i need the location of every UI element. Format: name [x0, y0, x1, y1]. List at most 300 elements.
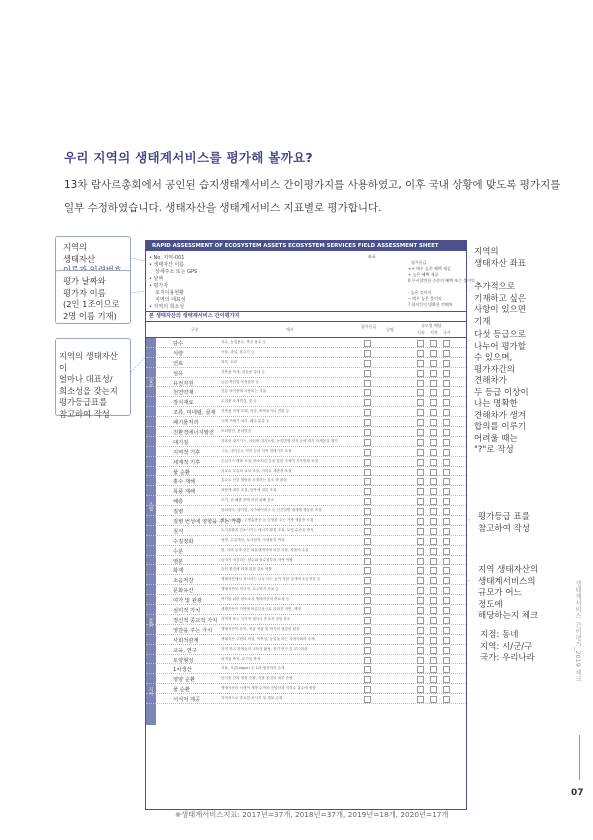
grade-box[interactable]	[364, 370, 371, 377]
section-label: 조절	[148, 502, 153, 511]
service-name: 물 순환	[173, 687, 191, 694]
service-example: 전통 의약품에 사용되는 식물	[221, 389, 267, 394]
scale-checkbox[interactable]	[417, 380, 424, 387]
scale-checkbox[interactable]	[430, 389, 437, 396]
intro-line-2: 일부 수정하였습니다. 생태자산을 생태계서비스 지표별로 평가합니다.	[64, 202, 382, 214]
scale-checkbox[interactable]	[443, 558, 450, 565]
service-row	[146, 506, 466, 516]
service-example: 화목, 토탄	[221, 359, 238, 364]
grade-box[interactable]	[364, 686, 371, 693]
scale-checkbox[interactable]	[443, 548, 450, 555]
callout-line: 지역의	[63, 242, 88, 252]
callout-line: 지역의 생태자산이	[59, 351, 118, 373]
service-example: 지표의 대기가스, 산업에 대기오염, 농업발생 먼지 등에 대기 미세물질 제거	[221, 438, 338, 443]
service-example: 조력발전, 풍력발전	[221, 429, 252, 434]
scale-checkbox[interactable]	[430, 567, 437, 574]
grade-box[interactable]	[364, 508, 371, 515]
scale-checkbox[interactable]	[430, 498, 437, 505]
scale-checkbox[interactable]	[443, 597, 450, 604]
note-line: 생태계서비스의	[478, 576, 536, 587]
service-example: 습한 환경에 화재 위험 감소 역할	[221, 567, 272, 572]
service-name: 여가 및 관광	[173, 598, 202, 605]
scale-checkbox[interactable]	[417, 340, 424, 347]
scale-checkbox[interactable]	[417, 548, 424, 555]
scale-checkbox[interactable]	[430, 419, 437, 426]
service-row	[146, 387, 466, 397]
scale-checkbox[interactable]	[443, 696, 450, 703]
legend-item: + 높은 혜택 제공	[408, 272, 439, 277]
scale-checkbox[interactable]	[443, 469, 450, 476]
grade-box[interactable]	[364, 419, 371, 426]
service-example: 지역적 또는 국가적 행사나 종교적 경험 장소	[221, 616, 291, 621]
grade-box[interactable]	[364, 548, 371, 555]
scale-checkbox[interactable]	[443, 389, 450, 396]
service-row	[146, 546, 466, 556]
callout-date-evaluator	[55, 270, 131, 324]
field-evaluator: • 평가자	[149, 283, 169, 289]
scale-checkbox[interactable]	[443, 449, 450, 456]
service-row	[146, 338, 466, 348]
legend-item: -- 매우 높은 불이익	[408, 296, 442, 301]
service-example: 생태자산이 자연에 아름다움으로 알려진 자연, 생태	[221, 607, 301, 612]
grade-box[interactable]	[364, 528, 371, 535]
scale-checkbox[interactable]	[430, 666, 437, 673]
scale-checkbox[interactable]	[430, 409, 437, 416]
service-example: 생태자산의 역사적, 고고학적 가치 등	[221, 587, 279, 592]
field-label: 평가자	[153, 283, 169, 289]
note-line: 견해차가	[474, 376, 507, 386]
service-name: 폭풍 재해	[173, 489, 196, 496]
note-coordinates	[474, 247, 526, 270]
col-scale: 규모별 해당	[421, 323, 442, 328]
service-name: 장식재료	[173, 400, 194, 407]
service-example: 생태자산 주변의 어업, 목축업, 농업을 하는 지역사회의 존재	[221, 636, 315, 641]
note-line: 참고하여 작성	[478, 523, 530, 534]
service-row	[146, 655, 466, 665]
scale-checkbox[interactable]	[443, 538, 450, 545]
scale-checkbox[interactable]	[430, 528, 437, 535]
scale-checkbox[interactable]	[417, 419, 424, 426]
scale-checkbox[interactable]	[430, 548, 437, 555]
note-line: 해당하는지 체크	[478, 611, 539, 621]
note-line: "?"로 작성	[474, 445, 514, 455]
scale-checkbox[interactable]	[417, 370, 424, 377]
scale-checkbox[interactable]	[430, 459, 437, 466]
scale-checkbox[interactable]	[430, 637, 437, 644]
note-line: 국가: 우리나라	[480, 653, 535, 663]
legend-item: ++ 매우 높은 혜택 제공	[408, 266, 451, 271]
note-line: 평가등급 표를	[478, 512, 530, 522]
grade-box[interactable]	[364, 389, 371, 396]
grade-box[interactable]	[364, 607, 371, 614]
scale-checkbox[interactable]	[417, 459, 424, 466]
field-land-use	[149, 289, 184, 296]
scale-checkbox[interactable]	[417, 567, 424, 574]
side-running-text: 생태계서비스 간이평가_2019 체크	[574, 580, 582, 682]
scale-checkbox[interactable]	[443, 627, 450, 634]
scale-checkbox[interactable]	[430, 597, 437, 604]
scale-checkbox[interactable]	[430, 686, 437, 693]
callout-line: 평가자 이름	[63, 287, 106, 298]
grade-box[interactable]	[364, 657, 371, 664]
service-row	[146, 615, 466, 625]
scale-checkbox[interactable]	[417, 597, 424, 604]
sheet-title: RAPID ASSESSMENT OF ECOSYSTEM ASSETS ECOSYSTEM SERVICES FIELD ASSESSMENT SHEET	[146, 241, 466, 251]
service-row	[146, 575, 466, 585]
scale-checkbox[interactable]	[430, 577, 437, 584]
scale-checkbox[interactable]	[430, 340, 437, 347]
scale-checkbox[interactable]	[430, 647, 437, 654]
note-line: 추가적으로	[474, 282, 516, 292]
scale-checkbox[interactable]	[443, 419, 450, 426]
scale-checkbox[interactable]	[430, 518, 437, 525]
service-example: 건축용 목재, 섬유용 갈대 등	[221, 369, 265, 374]
col-category: 구분	[191, 327, 199, 332]
service-name: 수질정화	[173, 538, 194, 545]
callout-representativeness	[55, 338, 131, 419]
scale-checkbox[interactable]	[417, 488, 424, 495]
grade-box[interactable]	[364, 627, 371, 634]
service-example: 생태자산이 문학, 미술 작품 및 작가의 영감의 원천	[221, 626, 300, 631]
service-name: 화재	[173, 568, 184, 575]
service-name: 연료	[173, 360, 184, 367]
service-name: 토양형성	[173, 657, 194, 664]
legend-item: 0 무시할만한 수준의 혜택 또는 불이익	[408, 278, 475, 283]
scale-checkbox[interactable]	[443, 360, 450, 367]
grade-box[interactable]	[364, 340, 371, 347]
scale-checkbox[interactable]	[417, 350, 424, 357]
service-name: 질병	[173, 509, 184, 516]
grade-box[interactable]	[364, 459, 371, 466]
service-example: 농업·축산업 육성품종 등	[221, 379, 260, 384]
service-example: 식수, 농업용수, 축산 용수 등	[221, 340, 267, 344]
scale-checkbox[interactable]	[443, 567, 450, 574]
grade-box[interactable]	[364, 478, 371, 485]
scale-checkbox[interactable]	[417, 538, 424, 545]
service-name: 섬유	[173, 370, 184, 377]
service-row	[146, 625, 466, 635]
grade-box[interactable]	[364, 617, 371, 624]
service-name: 정신적 종교적 가치	[173, 617, 218, 624]
grade-box[interactable]	[364, 637, 371, 644]
scale-checkbox[interactable]	[417, 439, 424, 446]
service-name: 담수	[173, 341, 184, 347]
scale-checkbox[interactable]	[443, 676, 450, 683]
scale-checkbox[interactable]	[443, 587, 450, 594]
service-example: 곡물, 과일, 물고기 등	[221, 349, 255, 354]
note-line: 평가자간의	[474, 364, 516, 375]
service-name: 대기질	[173, 439, 189, 446]
service-example: 고체 쓰레기 처리, 폐수 분류 등	[221, 419, 270, 424]
service-example: 홍수로 인한 범람을 조절하는 감소 중 완화	[221, 478, 287, 483]
callout-line: 참고하여 작성	[59, 408, 110, 419]
scale-checkbox[interactable]	[430, 607, 437, 614]
scale-checkbox[interactable]	[430, 676, 437, 683]
service-row	[146, 674, 466, 684]
scale-checkbox[interactable]	[443, 498, 450, 505]
service-name: 교육, 연구	[173, 647, 197, 654]
note-line: 견해차가 생겨	[474, 410, 526, 421]
grade-box[interactable]	[364, 597, 371, 604]
field-label: 날짜	[153, 276, 164, 282]
scale-checkbox[interactable]	[443, 647, 450, 654]
service-example: 건축용 자재 모래, 자갈, 바둑돌이나 진흙 등	[221, 409, 290, 414]
service-row	[146, 457, 466, 467]
field-representativeness	[149, 296, 186, 303]
scale-checkbox[interactable]	[443, 370, 450, 377]
service-name: 염분	[173, 558, 184, 565]
scale-checkbox[interactable]	[443, 637, 450, 644]
scale-checkbox[interactable]	[417, 637, 424, 644]
note-line: 기재하고 싶은	[474, 293, 526, 304]
service-example: 지표수 흐름의 교차 조절, 지하수 재충전 조절	[221, 468, 292, 473]
scale-checkbox[interactable]	[430, 587, 437, 594]
col-nation: 국가	[443, 330, 451, 335]
scale-checkbox[interactable]	[430, 696, 437, 703]
grade-box[interactable]	[364, 360, 371, 367]
service-row	[146, 605, 466, 615]
field-label: 생태자산 이름	[153, 262, 185, 268]
callout-line: (2인 1조이므로	[63, 299, 120, 309]
scale-checkbox[interactable]	[430, 429, 437, 436]
service-example: 온실가스 배출 조절, 탄소저감 등을 통한 국제적 기후변화 조절	[221, 458, 319, 463]
scale-checkbox[interactable]	[417, 518, 424, 525]
grade-box[interactable]	[364, 666, 371, 673]
grade-box[interactable]	[364, 469, 371, 476]
service-example: 벌, 나비 등과 같은 화분매개자에 의한 식물, 작물의 수분	[221, 547, 309, 552]
scale-checkbox[interactable]	[443, 528, 450, 535]
field-label: No. 지역-001	[153, 255, 185, 261]
scale-checkbox[interactable]	[430, 439, 437, 446]
service-row	[146, 447, 466, 457]
scale-checkbox[interactable]	[417, 389, 424, 396]
scale-checkbox[interactable]	[430, 380, 437, 387]
col-example: 예시	[286, 327, 294, 332]
grade-label: 평가등급	[411, 260, 427, 265]
service-name: 세계적 기후	[173, 459, 201, 466]
scale-checkbox[interactable]	[443, 607, 450, 614]
grade-box[interactable]	[364, 409, 371, 416]
scale-checkbox[interactable]	[417, 696, 424, 703]
scale-checkbox[interactable]	[443, 459, 450, 466]
scale-checkbox[interactable]	[417, 478, 424, 485]
note-line: 지역의	[474, 247, 499, 257]
scale-checkbox[interactable]	[417, 666, 424, 673]
service-name: 홍수 재해	[173, 479, 196, 486]
grade-box[interactable]	[364, 696, 371, 703]
service-row	[146, 397, 466, 407]
sheet-subtitle: 본 생태자산의 생태계서비스 간이평가지	[146, 312, 466, 322]
scale-checkbox[interactable]	[430, 449, 437, 456]
scale-checkbox[interactable]	[430, 360, 437, 367]
service-row	[146, 368, 466, 378]
scale-checkbox[interactable]	[443, 429, 450, 436]
scale-checkbox[interactable]	[443, 488, 450, 495]
grade-box[interactable]	[364, 676, 371, 683]
grade-box[interactable]	[364, 647, 371, 654]
note-line: 사항이 있으면	[474, 305, 526, 315]
scale-checkbox[interactable]	[443, 508, 450, 515]
scale-checkbox[interactable]	[430, 508, 437, 515]
note-line: 지역: 시/군/구	[480, 641, 533, 652]
scale-checkbox[interactable]	[417, 409, 424, 416]
grade-box[interactable]	[364, 399, 371, 406]
scale-checkbox[interactable]	[417, 686, 424, 693]
service-name: 영감을 주는 가치	[173, 627, 213, 634]
service-row	[146, 348, 466, 358]
scale-checkbox[interactable]	[430, 657, 437, 664]
scale-checkbox[interactable]	[417, 558, 424, 565]
scale-checkbox[interactable]	[443, 409, 450, 416]
note-line: 어려울 때는	[474, 433, 518, 444]
service-row	[146, 664, 466, 674]
note-line: 지역 생태자산의	[478, 565, 539, 575]
service-row	[146, 684, 466, 694]
service-example: 그늘, 대기온도 저하 등과 지역 미세기후 조절	[221, 448, 292, 453]
scale-checkbox[interactable]	[443, 518, 450, 525]
field-asset-name: • 생태자산 이름	[149, 262, 185, 268]
service-row	[146, 595, 466, 605]
field-label: 토지이용현황	[155, 290, 184, 296]
scale-checkbox[interactable]	[430, 617, 437, 624]
scale-checkbox[interactable]	[417, 577, 424, 584]
grade-box[interactable]	[364, 518, 371, 525]
section-heading: 우리 지역의 생태계서비스를 평가해 볼까요?	[64, 150, 313, 165]
scale-checkbox[interactable]	[443, 439, 450, 446]
service-row	[146, 496, 466, 506]
grade-box[interactable]	[364, 567, 371, 574]
scale-checkbox[interactable]	[417, 607, 424, 614]
note-line: 다섯 등급으로	[474, 330, 526, 340]
scale-checkbox[interactable]	[443, 686, 450, 693]
service-name: 1차생산	[173, 667, 192, 674]
scale-checkbox[interactable]	[443, 399, 450, 406]
note-line: 합의를 이루기	[474, 422, 526, 432]
service-row	[146, 526, 466, 536]
callout-line: 평가 날짜와	[63, 276, 106, 286]
scale-checkbox[interactable]	[443, 657, 450, 664]
grade-box[interactable]	[364, 380, 371, 387]
grade-box[interactable]	[364, 429, 371, 436]
scale-checkbox[interactable]	[430, 488, 437, 495]
scale-checkbox[interactable]	[417, 449, 424, 456]
scale-checkbox[interactable]	[443, 666, 450, 673]
service-name: 물 순환	[173, 469, 191, 476]
grade-box[interactable]	[364, 488, 371, 495]
field-label: 지역의 대표성	[155, 297, 186, 303]
service-name: 사회적관계	[173, 637, 199, 644]
service-row	[146, 378, 466, 388]
grade-box[interactable]	[364, 538, 371, 545]
scale-checkbox[interactable]	[417, 469, 424, 476]
scale-checkbox[interactable]	[417, 528, 424, 535]
scale-checkbox[interactable]	[417, 647, 424, 654]
scale-checkbox[interactable]	[443, 478, 450, 485]
legend-item: - 높은 불이익	[408, 290, 432, 295]
scale-checkbox[interactable]	[417, 360, 424, 367]
scale-checkbox[interactable]	[443, 380, 450, 387]
scale-checkbox[interactable]	[430, 399, 437, 406]
service-row	[146, 585, 466, 595]
scale-checkbox[interactable]	[417, 657, 424, 664]
field-rarity: • 지역의 희소성	[149, 304, 185, 310]
field-label: 상세주소 또는 GPS	[155, 269, 198, 275]
grade-box[interactable]	[364, 498, 371, 505]
grade-box[interactable]	[364, 350, 371, 357]
scale-checkbox[interactable]	[417, 676, 424, 683]
grade-box[interactable]	[364, 587, 371, 594]
scale-checkbox[interactable]	[417, 508, 424, 515]
grade-box[interactable]	[364, 577, 371, 584]
service-row	[146, 358, 466, 368]
note-grades	[474, 330, 529, 457]
service-row	[146, 645, 466, 655]
service-example: 식물, 조류(algae) 등 1차 생산자의 존재	[221, 666, 285, 671]
scale-checkbox[interactable]	[443, 340, 450, 347]
service-name: 폐기물처리	[173, 420, 199, 427]
field-label: 지역의 희소성	[153, 304, 185, 310]
service-name: 서식처 제공	[173, 697, 201, 704]
scale-checkbox[interactable]	[430, 478, 437, 485]
scale-checkbox[interactable]	[417, 429, 424, 436]
note-line: 생태자산 좌표	[474, 258, 526, 269]
service-row	[146, 635, 466, 645]
scale-checkbox[interactable]	[417, 498, 424, 505]
scale-checkbox[interactable]	[417, 617, 424, 624]
service-row	[146, 467, 466, 477]
scale-checkbox[interactable]	[430, 370, 437, 377]
scale-checkbox[interactable]	[430, 350, 437, 357]
callout-line: 2명 이름 기재)	[63, 310, 117, 321]
service-row	[146, 556, 466, 566]
grade-box[interactable]	[364, 558, 371, 565]
scale-checkbox[interactable]	[430, 469, 437, 476]
scale-checkbox[interactable]	[430, 558, 437, 565]
grade-box[interactable]	[364, 439, 371, 446]
intro-line-1: 13차 람사르총회에서 공인된 습지생태계서비스 간이평가지를 사용하였고, 이후 국내 상황에 맞도록 평가지를	[64, 179, 561, 191]
grade-box[interactable]	[364, 449, 371, 456]
service-row	[146, 486, 466, 496]
note-line: 두 등급 이상이	[474, 387, 529, 398]
scale-checkbox[interactable]	[417, 399, 424, 406]
note-line: 정도에	[478, 599, 503, 610]
service-name: 식량	[173, 350, 184, 357]
scale-checkbox[interactable]	[443, 350, 450, 357]
scale-checkbox[interactable]	[417, 587, 424, 594]
section-label: 지지	[148, 687, 153, 696]
service-example: 지역 학교 학생들의 교육적 활용, 장기 연구 및 모니터링	[221, 646, 308, 651]
service-name: 친환경에너지발전	[173, 430, 214, 437]
intro-text	[64, 174, 561, 220]
service-example: 생태자산의 식생이 개방 수역의 증발산과 지하수 흡수에 영향	[221, 686, 316, 691]
scale-checkbox[interactable]	[430, 538, 437, 545]
scale-checkbox[interactable]	[417, 627, 424, 634]
service-name: 심미적 가치	[173, 608, 201, 615]
service-name: 유전자원	[173, 380, 194, 387]
service-name: 침식	[173, 528, 184, 535]
scale-checkbox[interactable]	[430, 627, 437, 634]
note-line: 나누어 평가할	[474, 341, 526, 352]
callout-line: 평가등급표를	[59, 397, 108, 407]
scale-checkbox[interactable]	[443, 617, 450, 624]
page-divider	[579, 735, 580, 780]
service-name: 소음저감	[173, 578, 194, 585]
service-example: 말라리아, 뎅기열, 지카바이러스 등 인간질병 매개체 생물종 조절	[221, 508, 322, 513]
scale-checkbox[interactable]	[443, 577, 450, 584]
service-name: 조류, 미네랄, 골재	[173, 410, 216, 417]
coord-label: 좌표	[368, 254, 376, 259]
callout-line: 희소성을 갖는지	[59, 385, 118, 396]
